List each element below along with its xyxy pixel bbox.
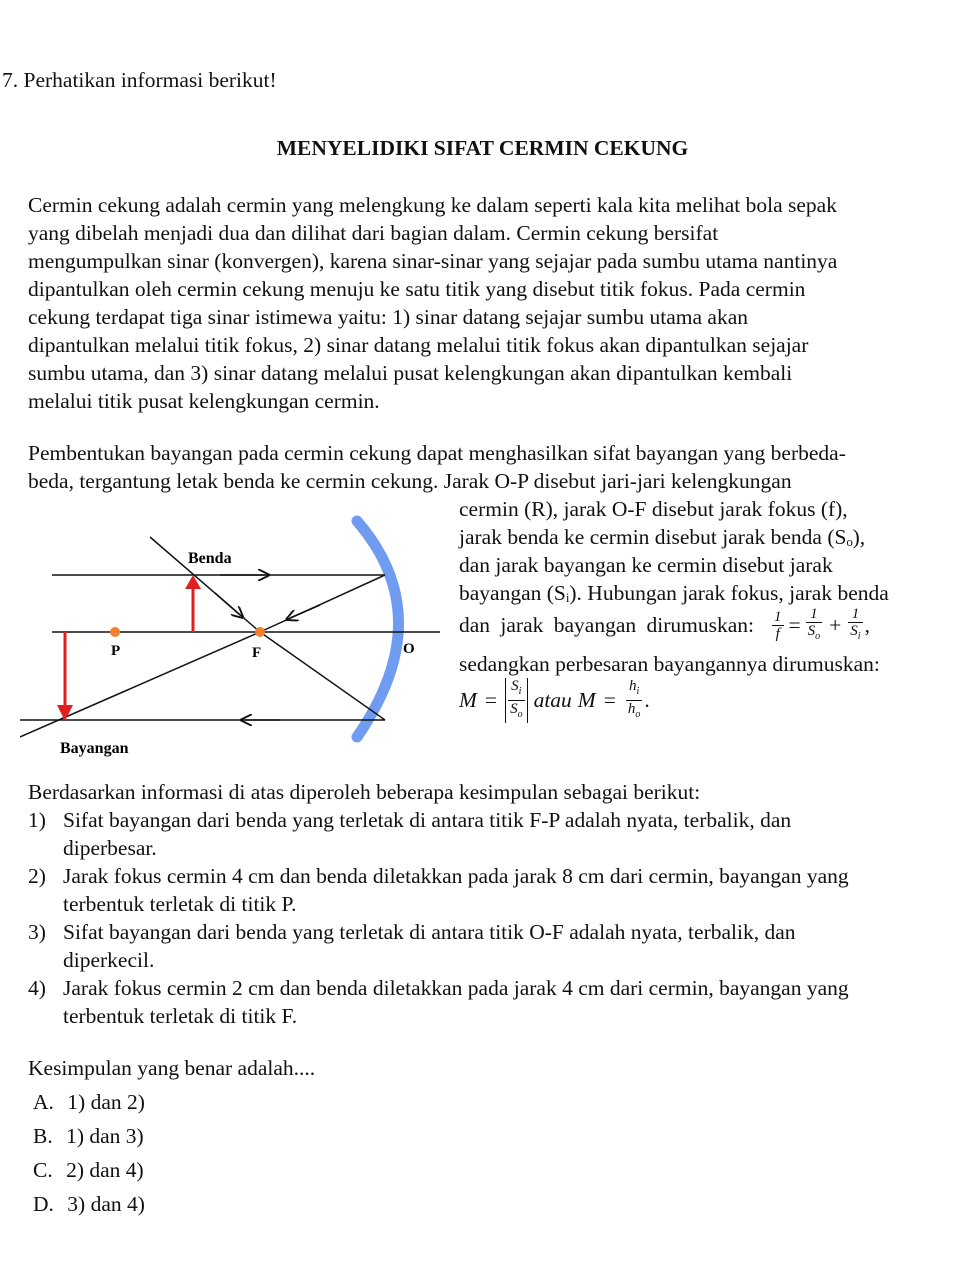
- equals-sign: =: [788, 612, 801, 637]
- page-title: MENYELIDIKI SIFAT CERMIN CEKUNG: [276, 136, 689, 160]
- paragraph-line: sumbu utama, dan 3) sinar datang melalui pusat kelengkungan akan dipantulkan kembali: [28, 361, 793, 385]
- paragraph-line: beda, tergantung letak benda ke cermin cekung. Jarak O-P disebut jari-jari kelengkungan: [28, 469, 792, 493]
- concave-mirror-diagram: [20, 505, 450, 765]
- option-d[interactable]: [33, 1192, 145, 1217]
- paragraph-line: melalui titik pusat kelengkungan cermin.: [28, 389, 380, 413]
- paragraph-line: Pembentukan bayangan pada cermin cekung dapat menghasilkan sifat bayangan yang berbeda-: [28, 441, 846, 465]
- paragraph-line: dan jarak bayangan ke cermin disebut jarak: [459, 553, 833, 577]
- paragraph-line: dipantulkan melalui titik fokus, 2) sinar datang melalui titik fokus akan dipantulkan sejajar: [28, 333, 809, 357]
- paragraph-line: dipantulkan oleh cermin cekung menuju ke satu titik yang disebut titik fokus. Pada cermin: [28, 277, 806, 301]
- fraction-1-over-so: $\frac{1}{S_o}$: [807, 605, 821, 642]
- absolute-value: $\frac{S_i}{S_o}$: [505, 678, 528, 723]
- option-c[interactable]: [33, 1158, 144, 1183]
- item-text: terbentuk terletak di titik P.: [63, 892, 297, 916]
- paragraph-line: sedangkan perbesaran bayangannya dirumuskan:: [459, 652, 880, 676]
- item-text: Sifat bayangan dari benda yang terletak di antara titik O-F adalah nyata, terbalik, dan: [63, 920, 796, 944]
- option-text: 1) dan 2): [67, 1090, 145, 1114]
- option-text: 1) dan 3): [66, 1124, 144, 1148]
- formula-tail: .: [644, 687, 650, 712]
- label-bayangan: Bayangan: [60, 740, 129, 757]
- item-text: terbentuk terletak di titik F.: [63, 1004, 298, 1028]
- formula-intro: dan jarak bayangan dirumuskan:: [459, 612, 755, 637]
- focal-formula-line: [459, 604, 870, 646]
- option-letter: A.: [33, 1090, 54, 1114]
- equals-sign: =: [484, 687, 498, 712]
- label-o: O: [403, 641, 415, 657]
- paragraph-line: jarak benda ke cermin disebut jarak benda (Sₒ),: [459, 525, 866, 549]
- option-letter: D.: [33, 1192, 54, 1216]
- paragraph-line: cekung terdapat tiga sinar istimewa yaitu: 1) sinar datang sejajar sumbu utama akan: [28, 305, 749, 329]
- conclusion-intro: Berdasarkan informasi di atas diperoleh beberapa kesimpulan sebagai berikut:: [28, 780, 701, 804]
- item-number: 2): [28, 864, 46, 888]
- option-b[interactable]: [33, 1124, 144, 1149]
- equals-sign: =: [603, 687, 616, 712]
- option-letter: B.: [33, 1124, 53, 1148]
- paragraph-line: cermin (R), jarak O-F disebut jarak fokus (f),: [459, 497, 848, 521]
- item-number: 3): [28, 920, 46, 944]
- option-text: 2) dan 4): [66, 1158, 144, 1182]
- point-p-dot: [110, 627, 120, 637]
- paragraph-line: Cermin cekung adalah cermin yang melengkung ke dalam seperti kala kita melihat bola sepak: [28, 193, 837, 217]
- reflected-ray: [260, 575, 385, 632]
- fraction-1-over-si: $\frac{1}{S_i}$: [850, 605, 861, 642]
- symbol-m: M: [577, 687, 596, 712]
- paragraph-line: yang dibelah menjadi dua dan dilihat dari bagian dalam. Cermin cekung bersifat: [28, 221, 719, 245]
- fraction-hi-over-ho: $\frac{h_i}{h_o}$: [627, 677, 641, 720]
- option-text: 3) dan 4): [67, 1192, 145, 1216]
- magnification-formula: [459, 678, 650, 722]
- label-benda: Benda: [188, 550, 232, 567]
- symbol-m: M: [459, 687, 477, 712]
- option-a[interactable]: [33, 1090, 145, 1115]
- item-text: Jarak fokus cermin 4 cm dan benda diletakkan pada jarak 8 cm dari cermin, bayangan yang: [63, 864, 849, 888]
- paragraph-line: mengumpulkan sinar (konvergen), karena sinar-sinar yang sejajar pada sumbu utama nantinya: [28, 249, 838, 273]
- plus-sign: +: [829, 612, 842, 637]
- item-number: 1): [28, 808, 46, 832]
- formula-tail: ,: [864, 612, 870, 637]
- item-text: Sifat bayangan dari benda yang terletak di antara titik F-P adalah nyata, terbalik, dan: [63, 808, 792, 832]
- item-text: diperkecil.: [63, 948, 155, 972]
- point-f-dot: [255, 627, 265, 637]
- question-text: Kesimpulan yang benar adalah....: [28, 1056, 316, 1080]
- label-p: P: [111, 643, 121, 659]
- item-text: diperbesar.: [63, 836, 157, 860]
- word-atau: atau: [533, 687, 572, 712]
- item-number: 4): [28, 976, 46, 1000]
- question-header: 7. Perhatikan informasi berikut!: [2, 68, 277, 92]
- option-letter: C.: [33, 1158, 53, 1182]
- fraction-1-over-f: $\frac{1}{f}$: [774, 608, 782, 642]
- item-text: Jarak fokus cermin 2 cm dan benda diletakkan pada jarak 4 cm dari cermin, bayangan yang: [63, 976, 849, 1000]
- label-f: F: [252, 645, 262, 661]
- paragraph-line: bayangan (Sᵢ). Hubungan jarak fokus, jarak benda: [459, 581, 889, 605]
